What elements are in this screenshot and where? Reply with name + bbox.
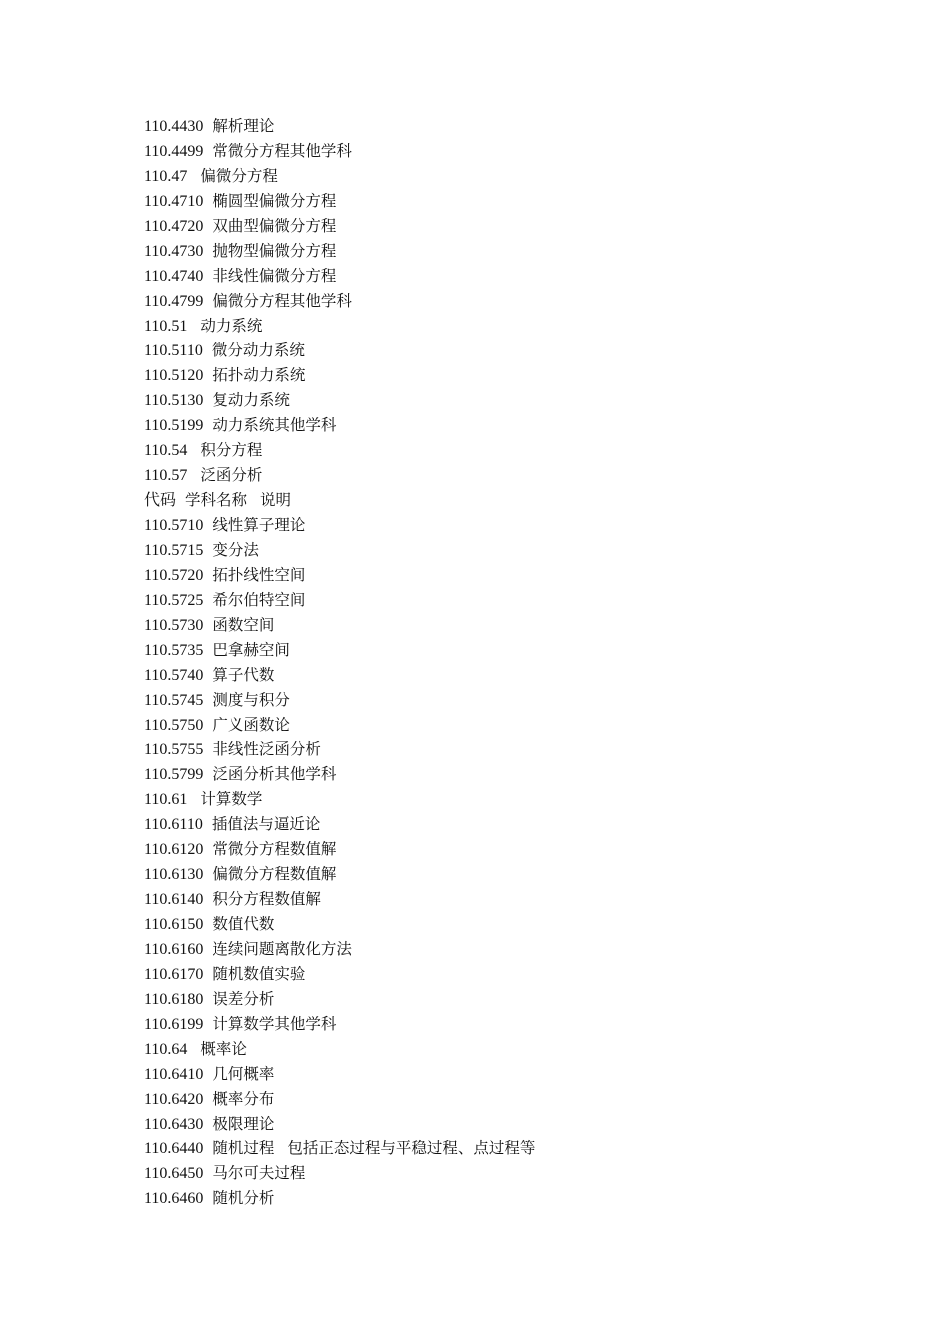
list-item <box>144 837 535 862</box>
subject-name: 非线性泛函分析 <box>212 740 321 759</box>
subject-name: 积分方程数值解 <box>212 890 321 909</box>
subject-code: 110.6199 <box>144 1015 204 1033</box>
subject-code: 110.6150 <box>144 916 204 933</box>
subject-name: 巴拿赫空间 <box>212 640 290 659</box>
list-item <box>144 613 535 638</box>
subject-code: 110.6130 <box>144 866 204 884</box>
subject-name: 学科名称 <box>185 491 248 510</box>
subject-name: 计算数学 <box>200 790 263 809</box>
subject-name: 随机数值实验 <box>212 964 306 983</box>
subject-name: 泛函分析 <box>200 466 263 485</box>
subject-code: 110.4710 <box>144 192 204 210</box>
list-item <box>144 513 535 538</box>
subject-code: 110.5735 <box>144 641 204 659</box>
subject-name: 偏微分方程 <box>200 166 278 185</box>
subject-code: 110.6140 <box>144 891 204 909</box>
subject-code: 110.51 <box>144 317 188 335</box>
subject-name: 马尔可夫过程 <box>212 1164 306 1183</box>
list-item <box>144 563 535 588</box>
subject-code: 110.6440 <box>144 1140 204 1158</box>
subject-code: 110.5110 <box>144 342 203 360</box>
list-item <box>144 139 535 164</box>
subject-code: 110.5715 <box>144 541 204 559</box>
subject-code: 110.54 <box>144 442 188 460</box>
subject-name: 动力系统其他学科 <box>212 416 337 435</box>
subject-code: 代码 <box>144 492 177 510</box>
subject-code: 110.5740 <box>144 666 204 684</box>
subject-code: 110.5199 <box>144 417 204 435</box>
subject-name: 几何概率 <box>212 1064 275 1083</box>
list-item <box>144 762 535 787</box>
list-item <box>144 363 535 388</box>
list-item <box>144 1012 535 1037</box>
subject-name: 非线性偏微分方程 <box>212 266 337 285</box>
list-item <box>144 962 535 987</box>
list-item <box>144 438 535 463</box>
subject-name: 积分方程 <box>200 441 263 460</box>
subject-code: 110.6450 <box>144 1165 204 1183</box>
list-item <box>144 488 535 513</box>
subject-name: 拓扑动力系统 <box>212 366 306 385</box>
subject-code: 110.6180 <box>144 990 204 1008</box>
list-item <box>144 912 535 937</box>
subject-name: 复动力系统 <box>212 391 290 410</box>
subject-name: 数值代数 <box>212 915 275 933</box>
subject-code: 110.47 <box>144 167 188 185</box>
subject-name: 解析理论 <box>212 117 275 135</box>
subject-code: 110.5730 <box>144 616 204 634</box>
subject-name: 动力系统 <box>200 316 263 335</box>
subject-name: 插值法与逼近论 <box>211 815 321 834</box>
subject-name: 线性算子理论 <box>212 516 306 534</box>
subject-name: 变分法 <box>212 540 259 559</box>
list-item <box>144 388 535 413</box>
subject-name: 偏微分方程其他学科 <box>212 291 352 310</box>
subject-name: 希尔伯特空间 <box>212 590 306 609</box>
list-item <box>144 1062 535 1087</box>
subject-name: 误差分析 <box>212 989 275 1008</box>
subject-code: 110.4499 <box>144 142 204 160</box>
list-item <box>144 713 535 738</box>
list-item <box>144 338 535 363</box>
subject-name: 抛物型偏微分方程 <box>212 241 337 260</box>
subject-code: 110.4799 <box>144 292 204 310</box>
list-item <box>144 688 535 713</box>
subject-code: 110.5750 <box>144 716 204 734</box>
subject-name: 偏微分方程数值解 <box>212 865 337 884</box>
subject-code-list <box>144 114 535 1211</box>
subject-name: 广义函数论 <box>212 715 290 734</box>
list-item <box>144 887 535 912</box>
list-item <box>144 314 535 339</box>
subject-name: 常微分方程其他学科 <box>212 141 352 160</box>
list-item <box>144 1112 535 1137</box>
subject-code: 110.6110 <box>144 816 203 834</box>
subject-code: 110.5120 <box>144 367 204 385</box>
subject-name: 连续问题离散化方法 <box>212 939 352 958</box>
subject-name: 双曲型偏微分方程 <box>212 216 337 235</box>
subject-code: 110.5745 <box>144 691 204 709</box>
subject-note: 包括正态过程与平稳过程、点过程等 <box>287 1139 536 1158</box>
subject-code: 110.4430 <box>144 118 204 135</box>
subject-name: 算子代数 <box>212 665 275 684</box>
list-item <box>144 737 535 762</box>
list-item <box>144 538 535 563</box>
list-item <box>144 663 535 688</box>
subject-name: 泛函分析其他学科 <box>212 765 337 784</box>
subject-code: 110.4740 <box>144 267 204 285</box>
subject-name: 微分动力系统 <box>211 341 305 360</box>
subject-code: 110.6410 <box>144 1065 204 1083</box>
list-item <box>144 787 535 812</box>
list-item <box>144 264 535 289</box>
subject-code: 110.6160 <box>144 940 204 958</box>
list-item <box>144 1087 535 1112</box>
subject-name: 常微分方程数值解 <box>212 840 337 859</box>
subject-name: 概率论 <box>200 1039 247 1058</box>
subject-name: 极限理论 <box>212 1114 275 1133</box>
list-item <box>144 164 535 189</box>
list-item <box>144 413 535 438</box>
subject-code: 110.5130 <box>144 392 204 410</box>
list-item <box>144 239 535 264</box>
subject-note: 说明 <box>260 491 292 510</box>
subject-code: 110.5720 <box>144 566 204 584</box>
subject-code: 110.6170 <box>144 965 204 983</box>
subject-code: 110.5725 <box>144 591 204 609</box>
subject-name: 函数空间 <box>212 615 275 634</box>
list-item <box>144 189 535 214</box>
subject-code: 110.6430 <box>144 1115 204 1133</box>
subject-code: 110.5755 <box>144 741 204 759</box>
subject-name: 椭圆型偏微分方程 <box>212 191 337 210</box>
subject-name: 测度与积分 <box>212 690 290 709</box>
subject-code: 110.64 <box>144 1040 188 1058</box>
subject-name: 拓扑线性空间 <box>212 565 306 584</box>
list-item <box>144 812 535 837</box>
list-item <box>144 1037 535 1062</box>
subject-code: 110.4730 <box>144 242 204 260</box>
subject-code: 110.6420 <box>144 1090 204 1108</box>
subject-name: 计算数学其他学科 <box>212 1014 337 1033</box>
subject-code: 110.61 <box>144 791 188 809</box>
subject-code: 110.57 <box>144 467 188 485</box>
list-item <box>144 1161 535 1186</box>
list-item <box>144 987 535 1012</box>
subject-code: 110.5799 <box>144 766 204 784</box>
list-item <box>144 937 535 962</box>
subject-name: 随机过程 <box>212 1139 275 1158</box>
list-item <box>144 588 535 613</box>
list-item <box>144 862 535 887</box>
list-item <box>144 463 535 488</box>
list-item <box>144 1186 535 1211</box>
subject-name: 随机分析 <box>212 1189 275 1208</box>
subject-code: 110.4720 <box>144 217 204 235</box>
list-item <box>144 1136 535 1161</box>
list-item <box>144 214 535 239</box>
subject-code: 110.6120 <box>144 841 204 859</box>
subject-code: 110.6460 <box>144 1190 204 1208</box>
list-item <box>144 289 535 314</box>
subject-code: 110.5710 <box>144 517 204 534</box>
list-item <box>144 638 535 663</box>
subject-name: 概率分布 <box>212 1089 275 1108</box>
list-item <box>144 114 535 139</box>
